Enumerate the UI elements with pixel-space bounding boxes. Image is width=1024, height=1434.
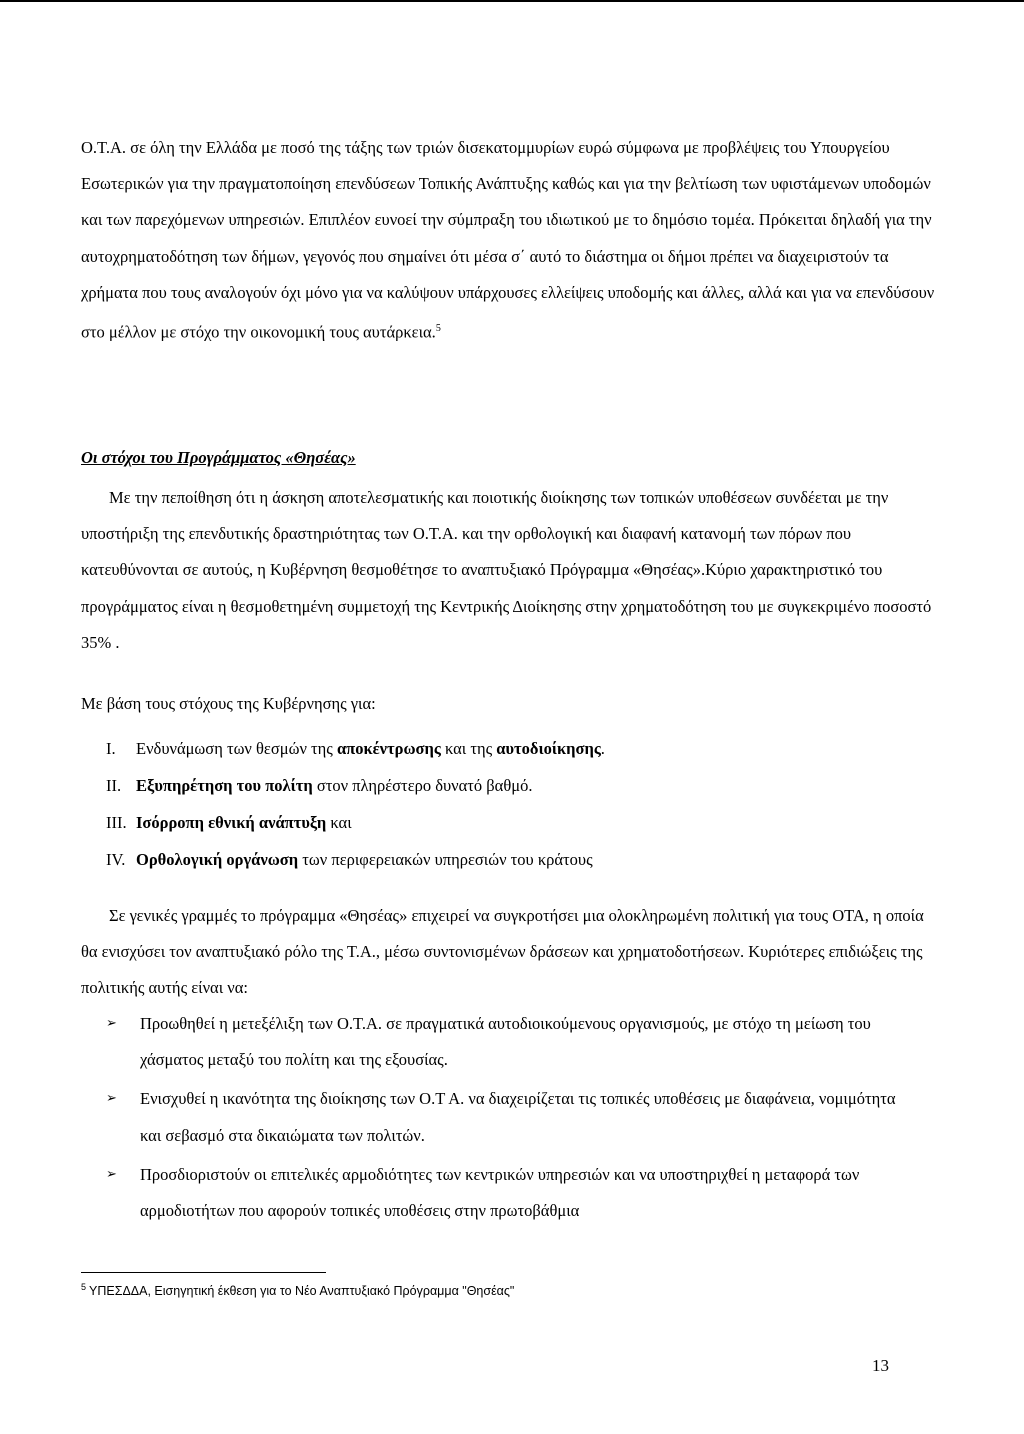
bullet-item <box>106 1081 906 1153</box>
goal-bold-text: Ισόρροπη εθνική ανάπτυξη <box>136 813 327 832</box>
goal-item <box>106 841 605 878</box>
paragraph-policy: Σε γενικές γραμμές το πρόγραμμα «Θησέας» επιχειρεί να συγκροτήσει μια ολοκληρωμένη πολιτική για τους ΟΤΑ, η οποία θα ενισχύσει τον αναπτυξιακό ρόλο της Τ.Α., μέσω συντονισμένων δράσεων και χρηματοδοτήσεων. Κυριότερες επιδιώξεις της πολιτικής αυτής είναι να: <box>81 906 924 998</box>
bullet-item <box>106 1157 906 1229</box>
goal-number: II. <box>106 776 122 795</box>
goal-text: και <box>326 813 352 832</box>
goal-number: III. <box>106 813 127 832</box>
footnote-text: ΥΠΕΣΔΔΑ, Εισηγητική έκθεση για το Νέο Αναπτυξιακό Πρόγραμμα "Θησέας" <box>89 1284 515 1299</box>
goal-bold-text: Ορθολογική οργάνωση <box>136 850 299 869</box>
paragraph-intro <box>81 130 943 351</box>
footnote-number: 5 <box>81 1282 87 1292</box>
goal-text: των περιφερειακών υπηρεσιών του κράτους <box>298 850 593 869</box>
goal-bold-text: αποκέντρωσης <box>336 739 441 758</box>
bullet-text: Προωθηθεί η μετεξέλιξη των Ο.Τ.Α. σε πραγματικά αυτοδιοικούμενους οργανισμούς, με στόχο τη μείωση του χάσματος μεταξύ του πολίτη και της εξουσίας. <box>140 1014 871 1070</box>
goal-text: Ενδυνάμωση των θεσμών της <box>136 739 337 758</box>
footnote-ref: 5 <box>435 323 441 335</box>
arrow-bullet-icon: ➢ <box>106 1016 117 1031</box>
goal-number: Ι. <box>106 739 116 758</box>
goal-text: στον πληρέστερο δυνατό βαθμό. <box>312 776 533 795</box>
goal-text: και της <box>440 739 497 758</box>
goal-bold-text: Εξυπηρέτηση του πολίτη <box>136 776 313 795</box>
page-number: 13 <box>872 1356 889 1375</box>
goal-item <box>106 767 605 804</box>
paragraph-goals: Με την πεποίθηση ότι η άσκηση αποτελεσματικής και ποιοτικής διοίκησης των τοπικών υποθέσεων συνδέεται με την υποστήριξη της επενδυτικής δραστηριότητας των Ο.Τ.Α. και την ορθολογική και διαφανή κατανομή των πόρων που κατευθύνονται σε αυτούς, η Κυβέρνηση θεσμοθέτησε το αναπτυξιακό Πρόγραμμα «Θησέας».Κύριο χαρακτηριστικό του προγράμματος είναι η θεσμοθετημένη συμμετοχή της Κεντρικής Διοίκησης στην χρηματοδότηση του με συγκεκριμένο ποσοστό 35% . <box>81 488 932 652</box>
goal-bold-text: αυτοδιοίκησης <box>496 739 601 758</box>
goal-number: IV. <box>106 850 126 869</box>
goals-list <box>106 730 605 878</box>
bullet-text: Ενισχυθεί η ικανότητα της διοίκησης των Ο.Τ Α. να διαχειρίζεται τις τοπικές υποθέσεις με διαφάνεια, νομιμότητα και σεβασμό στα δικαιώματα των πολιτών. <box>140 1089 896 1145</box>
goal-item <box>106 804 605 841</box>
section-heading: Οι στόχοι του Προγράμματος «Θησέας» <box>81 448 356 467</box>
footnote <box>81 1282 514 1298</box>
bullet-item <box>106 1006 906 1078</box>
policy-bullets <box>106 1006 906 1232</box>
paragraph-intro-text: Ο.Τ.Α. σε όλη την Ελλάδα με ποσό της τάξης των τριών δισεκατομμυρίων ευρώ σύμφωνα με προβλέψεις του Υπουργείου Εσωτερικών για την πραγματοποίηση επενδύσεων Τοπικής Ανάπτυξης καθώς και για την βελτίωση των υφιστάμενων υποδομών και των παρεχόμενων υπηρεσιών. Επιπλέον ευνοεί την σύμπραξη του ιδιωτικού με το δημόσιο τομέα. Πρόκειται δηλαδή για την αυτοχρηματοδότηση των δήμων, γεγονός που σημαίνει ότι μέσα σ΄ αυτό το διάστημα οι δήμοι πρέπει να διαχειριστούν τα χρήματα που τους αναλογούν όχι μόνο για να καλύψουν υπάρχουσες ελλείψεις υποδομής και άλλες, αλλά και για να επενδύσουν στο μέλλον με στόχο την οικονομική τους αυτάρκεια. <box>81 138 935 342</box>
bullet-text: Προσδιοριστούν οι επιτελικές αρμοδιότητες των κεντρικών υπηρεσιών και να υποστηριχθεί η μεταφορά των αρμοδιοτήτων που αφορούν τοπικές υποθέσεις στην πρωτοβάθμια <box>140 1164 860 1221</box>
arrow-bullet-icon: ➢ <box>106 1091 117 1107</box>
footnote-divider <box>81 1272 326 1273</box>
arrow-bullet-icon: ➢ <box>106 1166 117 1182</box>
goal-text: . <box>600 739 605 758</box>
goals-intro: Με βάση τους στόχους της Κυβέρνησης για: <box>81 694 376 713</box>
goal-item <box>106 730 605 767</box>
